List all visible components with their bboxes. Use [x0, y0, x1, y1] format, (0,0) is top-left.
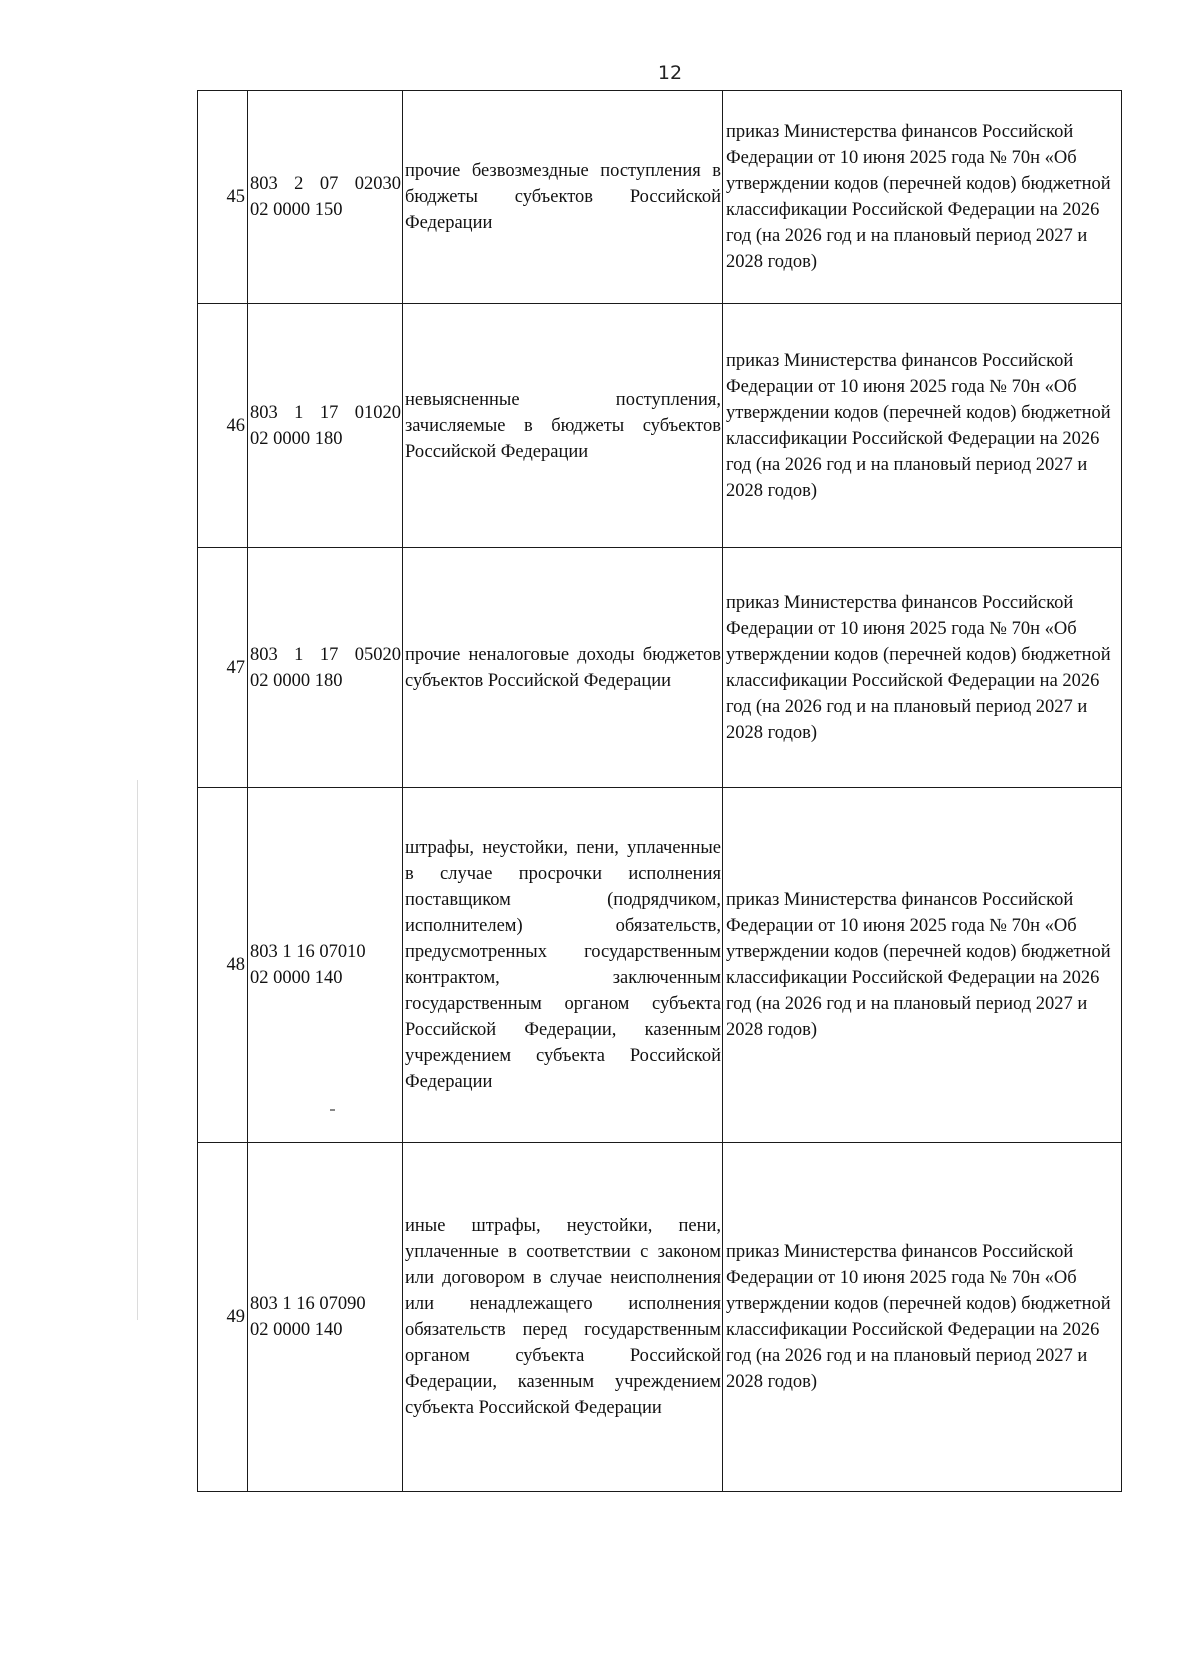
table-row	[198, 304, 1122, 548]
budget-code	[248, 548, 403, 788]
budget-code-line1: 803 1 17 05020	[250, 644, 401, 665]
table-row	[198, 548, 1122, 788]
budget-code-line2: 02 0000 180	[250, 670, 343, 691]
table-row	[198, 1143, 1122, 1492]
page-number: 12	[657, 62, 683, 84]
budget-code-line2: 02 0000 180	[250, 428, 343, 449]
legal-basis: приказ Министерства финансов Российской Федерации от 10 июня 2025 года № 70н «Об утверждении кодов (перечней кодов) бюджетной классификации Российской Федерации на 2026 год (на 2026 год и на плановый период 2027 и 2028 годов)	[723, 304, 1122, 548]
revenue-name: прочие неналоговые доходы бюджетов субъектов Российской Федерации	[403, 548, 723, 788]
budget-code-line1: 803 1 17 01020	[250, 402, 401, 423]
legal-basis: приказ Министерства финансов Российской Федерации от 10 июня 2025 года № 70н «Об утверждении кодов (перечней кодов) бюджетной классификации Российской Федерации на 2026 год (на 2026 год и на плановый период 2027 и 2028 годов)	[723, 548, 1122, 788]
row-number: 45	[198, 91, 248, 304]
revenue-codes-table	[197, 90, 1122, 1492]
budget-code-line1: 803 1 16 07010	[250, 942, 366, 962]
table-row	[198, 788, 1122, 1143]
revenue-name: невыясненные поступления, зачисляемые в бюджеты субъектов Российской Федерации	[403, 304, 723, 548]
budget-code	[248, 304, 403, 548]
row-number: 47	[198, 548, 248, 788]
budget-code	[248, 91, 403, 304]
budget-code-line2: 02 0000 140	[250, 968, 343, 988]
legal-basis: приказ Министерства финансов Российской Федерации от 10 июня 2025 года № 70н «Об утверждении кодов (перечней кодов) бюджетной классификации Российской Федерации на 2026 год (на 2026 год и на плановый период 2027 и 2028 годов)	[723, 1143, 1122, 1492]
budget-code	[248, 788, 403, 1143]
revenue-name: иные штрафы, неустойки, пени, уплаченные в соответствии с законом или договором в случае неисполнения или ненадлежащего исполнения обязательств перед государственным органом субъекта Российской Федерации, казенным учреждением субъекта Российской Федерации	[403, 1143, 723, 1492]
revenue-name: прочие безвозмездные поступления в бюджеты субъектов Российской Федерации	[403, 91, 723, 304]
budget-code-line2: 02 0000 140	[250, 1320, 343, 1340]
legal-basis: приказ Министерства финансов Российской Федерации от 10 июня 2025 года № 70н «Об утверждении кодов (перечней кодов) бюджетной классификации Российской Федерации на 2026 год (на 2026 год и на плановый период 2027 и 2028 годов)	[723, 91, 1122, 304]
legal-basis: приказ Министерства финансов Российской Федерации от 10 июня 2025 года № 70н «Об утверждении кодов (перечней кодов) бюджетной классификации Российской Федерации на 2026 год (на 2026 год и на плановый период 2027 и 2028 годов)	[723, 788, 1122, 1143]
table-row	[198, 91, 1122, 304]
scan-artifact-line	[137, 780, 138, 1320]
budget-code-line1: 803 1 16 07090	[250, 1294, 366, 1314]
budget-code	[248, 1143, 403, 1492]
budget-code-line1: 803 2 07 02030	[250, 174, 401, 194]
row-number: 46	[198, 304, 248, 548]
revenue-name: штрафы, неустойки, пени, уплаченные в случае просрочки исполнения поставщиком (подрядчиком, исполнителем) обязательств, предусмотренных государственным контрактом, заключенным государственным органом субъекта Российской Федерации, казенным учреждением субъекта Российской Федерации	[403, 788, 723, 1143]
row-number: 48	[198, 788, 248, 1143]
row-number: 49	[198, 1143, 248, 1492]
budget-code-line2: 02 0000 150	[250, 200, 343, 220]
